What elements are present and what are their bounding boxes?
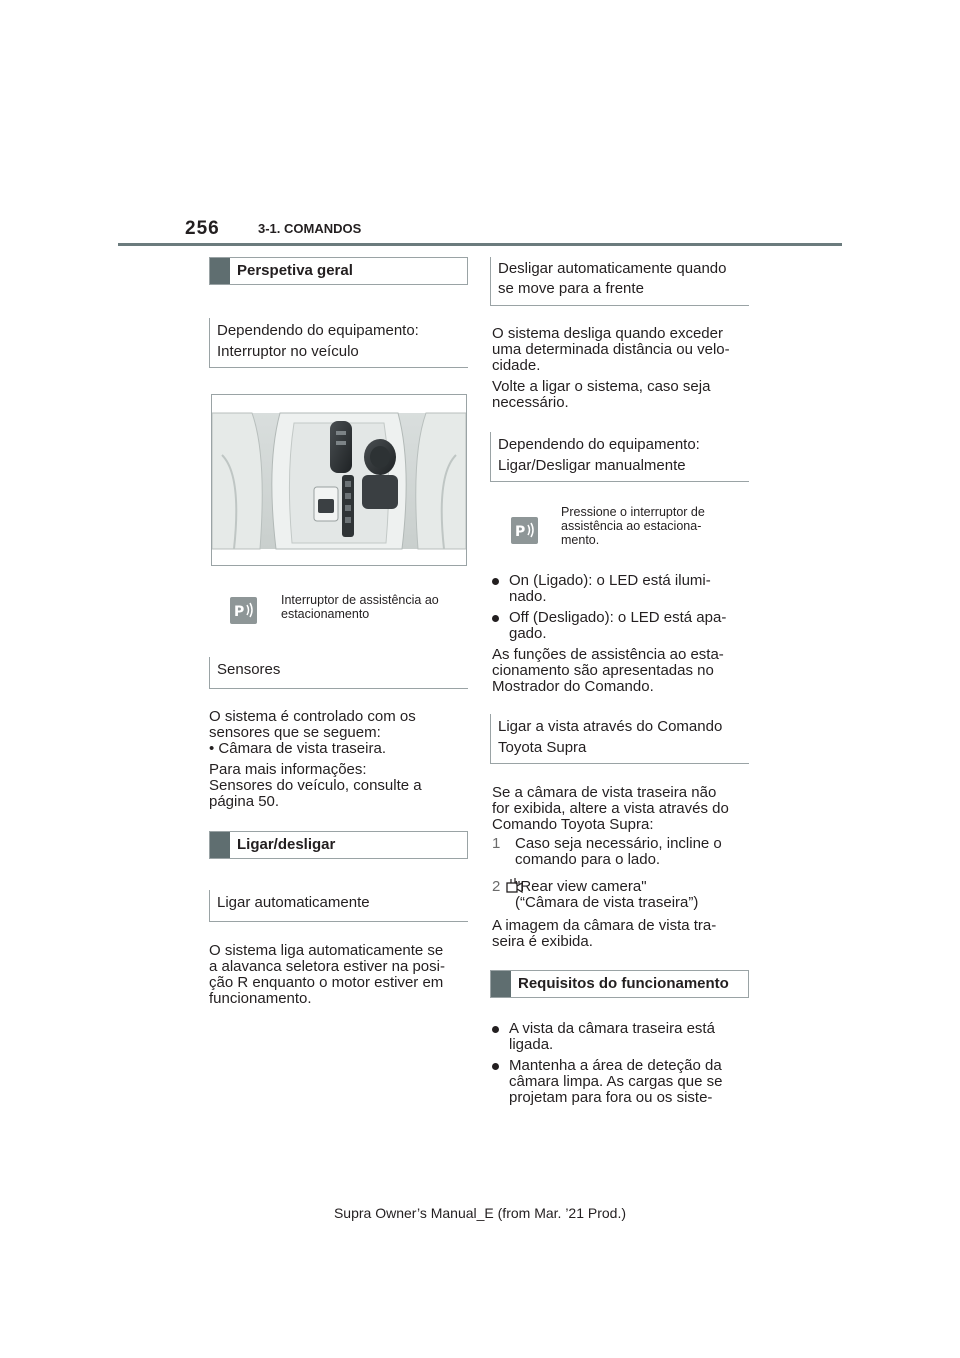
text-line: • Câmara de vista traseira. — [209, 740, 386, 757]
subheading-line: Ligar a vista através do Comando — [498, 718, 723, 735]
text-line: Caso seja necessário, incline o — [515, 835, 722, 852]
parking-assist-icon — [230, 597, 257, 624]
section-heading-bar — [210, 258, 230, 284]
text-line: projetam para fora ou os siste- — [509, 1089, 713, 1106]
subheading-line: Toyota Supra — [498, 739, 587, 756]
subheading-line: Ligar/Desligar manualmente — [498, 457, 686, 474]
auto-off-paragraph — [492, 326, 730, 411]
text-line: Off (Desligado): o LED está apa- — [509, 609, 727, 626]
text-line: O sistema liga automaticamente se — [209, 942, 444, 959]
footer-manual-title: Supra Owner’s Manual_E (from Mar. ’21 Prod.) — [333, 1205, 627, 1221]
section-heading-requirements — [490, 970, 749, 998]
text-line: uma determinada distância ou velo- — [492, 341, 730, 358]
page-number: 256 — [185, 218, 220, 239]
text-line: A imagem da câmara de vista tra- — [492, 917, 717, 934]
text-line: Mantenha a área de deteção da — [509, 1057, 722, 1074]
text-line: gado. — [509, 625, 547, 642]
text-line: página 50. — [209, 793, 280, 810]
chapter-title: 3-1. COMANDOS — [258, 221, 362, 236]
functions-paragraph — [492, 647, 724, 695]
section-heading-overview — [209, 257, 468, 285]
image-displayed-paragraph — [492, 918, 716, 950]
center-console-illustration — [212, 395, 466, 565]
subheading-line: Dependendo do equipamento: — [217, 322, 419, 339]
text-line: Sensores do veículo, consulte a — [209, 777, 422, 794]
text-line: cionamento são apresentadas no — [492, 662, 714, 679]
text-line: seira é exibida. — [492, 933, 593, 950]
switch-legend-line: estacionamento — [281, 607, 370, 621]
view-paragraph — [492, 785, 729, 833]
text-line: Comando Toyota Supra: — [492, 816, 654, 833]
text-line: necessário. — [492, 394, 569, 411]
bullet-dot — [492, 1026, 499, 1033]
svg-text:P: P — [234, 604, 245, 620]
subheading-view-via-controller — [490, 714, 749, 764]
subheading-line: Dependendo do equipamento: — [498, 436, 700, 453]
press-instruction — [561, 505, 705, 547]
text-line: On (Ligado): o LED está ilumi- — [509, 572, 711, 589]
text-line: "Rear view camera" — [515, 878, 647, 895]
text-line: A vista da câmara traseira está — [509, 1020, 715, 1037]
text-line: ção R enquanto o motor estiver em — [209, 974, 444, 991]
parking-assist-icon — [511, 517, 538, 544]
text-line: for exibida, altere a vista através do — [492, 800, 729, 817]
text-line: a alavanca seletora estiver na posi- — [209, 958, 445, 975]
step-number: 1 — [492, 835, 501, 852]
center-console-photo-frame — [211, 394, 467, 566]
text-line: Se a câmara de vista traseira não — [492, 784, 717, 801]
section-heading-on-off — [209, 831, 468, 859]
header-divider — [118, 243, 842, 246]
bullet-dot — [492, 1063, 499, 1070]
text-line: O sistema é controlado com os — [209, 708, 416, 725]
subheading-text: Ligar automaticamente — [217, 894, 370, 911]
text-line: ligada. — [509, 1036, 554, 1053]
text-line: Mostrador do Comando. — [492, 678, 654, 695]
subheading-auto-off — [490, 257, 749, 306]
text-line: mento. — [561, 533, 600, 547]
text-line: Volte a ligar o sistema, caso seja — [492, 378, 711, 395]
subheading-sensors — [209, 657, 468, 689]
text-line: cidade. — [492, 357, 541, 374]
text-line: funcionamento. — [209, 990, 312, 1007]
auto-on-paragraph — [209, 943, 445, 1007]
step-number: 2 — [492, 878, 501, 895]
section-heading-bar — [210, 832, 230, 858]
section-heading-bar — [491, 971, 511, 997]
text-line: nado. — [509, 588, 547, 605]
section-heading-text: Ligar/desligar — [237, 836, 336, 853]
subheading-line: se move para a frente — [498, 280, 644, 297]
text-line: O sistema desliga quando exceder — [492, 325, 723, 342]
text-line: câmara limpa. As cargas que se — [509, 1073, 723, 1090]
bullet-dot — [492, 578, 499, 585]
switch-legend-line: Interruptor de assistência ao — [281, 593, 439, 607]
text-line: As funções de assistência ao esta- — [492, 646, 724, 663]
text-line: (“Câmara de vista traseira”) — [515, 894, 699, 911]
subheading-manual — [490, 432, 749, 482]
switch-legend-text — [281, 593, 439, 621]
text-line: Pressione o interruptor de — [561, 505, 705, 519]
text-line: sensores que se seguem: — [209, 724, 381, 741]
sensors-paragraph — [209, 709, 422, 810]
text-line: comando para o lado. — [515, 851, 661, 868]
subheading-line: Desligar automaticamente quando — [498, 260, 727, 277]
section-heading-text: Perspetiva geral — [237, 262, 353, 279]
subheading-switch-in-vehicle — [209, 318, 468, 368]
bullet-dot — [492, 615, 499, 622]
subheading-auto-on — [209, 890, 468, 922]
subheading-text: Sensores — [217, 661, 281, 678]
svg-text:P: P — [515, 524, 526, 540]
text-line: assistência ao estaciona- — [561, 519, 702, 533]
subheading-line: Interruptor no veículo — [217, 343, 359, 360]
text-line: Para mais informações: — [209, 761, 367, 778]
section-heading-text: Requisitos do funcionamento — [518, 975, 729, 992]
